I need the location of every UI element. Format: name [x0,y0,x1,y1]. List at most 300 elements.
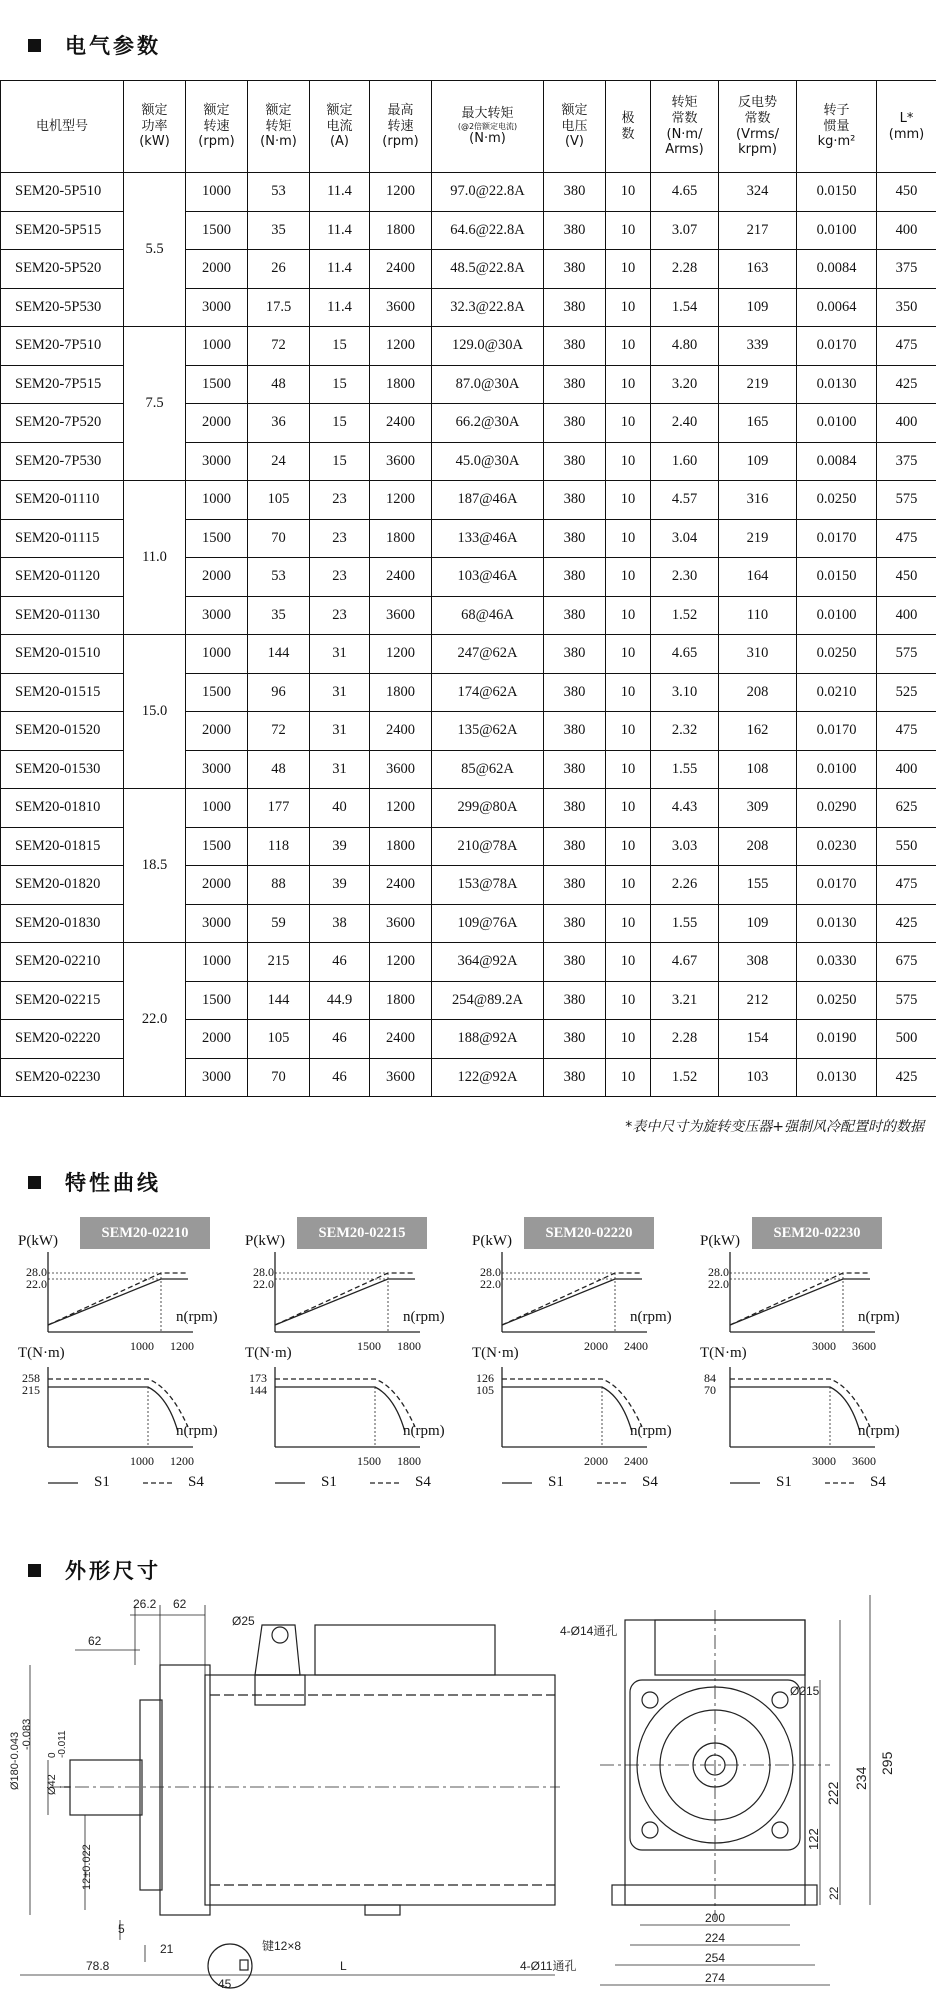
p-x-axis-label: n(rpm) [858,1309,900,1325]
table-cell: 109 [719,442,797,481]
header-line: 额定 [203,103,230,119]
table-cell: 208 [719,827,797,866]
table-cell: 11.4 [310,173,370,212]
header-line: 转速 [203,118,230,134]
table-cell: 3000 [186,904,248,943]
t-x-tick-max: 2400 [624,1454,648,1468]
table-cell: 3600 [370,904,432,943]
table-cell: 475 [877,712,936,751]
table-cell: 10 [606,981,651,1020]
dim-phi180: Ø180-0.043 [9,1731,21,1790]
table-cell: 163 [719,250,797,289]
header-line: 反电势 [737,95,777,111]
power-cell: 18.5 [124,789,186,943]
model-cell: SEM20-01820 [1,866,124,905]
t-x-tick-rated: 2000 [584,1454,608,1468]
t-x-axis-label: n(rpm) [176,1423,218,1439]
table-cell: 380 [544,404,606,443]
p-s1-line [730,1279,870,1325]
p-s4-line [502,1273,642,1325]
table-cell: 96 [248,673,310,712]
table-cell: 155 [719,866,797,905]
table-cell: 0.0150 [797,173,877,212]
table-cell: 575 [877,635,936,674]
header-line: (rpm) [198,134,235,150]
table-cell: 0.0250 [797,481,877,520]
table-cell: 46 [310,1058,370,1097]
table-cell: 1000 [186,173,248,212]
table-cell: 48 [248,365,310,404]
table-cell: 2400 [370,558,432,597]
header-line: 转速 [387,118,414,134]
table-cell: 1500 [186,519,248,558]
table-cell: 3.10 [651,673,719,712]
table-cell: 1500 [186,365,248,404]
table-cell: 2.40 [651,404,719,443]
table-cell: 380 [544,211,606,250]
header-line: (V) [564,134,585,150]
table-cell: 310 [719,635,797,674]
table-cell: 10 [606,673,651,712]
dim-L: L [340,1959,347,1973]
table-cell: 0.0130 [797,1058,877,1097]
table-cell: 10 [606,904,651,943]
legend-s1-label: S1 [548,1474,564,1490]
table-cell: 164 [719,558,797,597]
p-x-tick-max: 2400 [624,1339,648,1353]
table-cell: 23 [310,481,370,520]
table-cell: 380 [544,481,606,520]
table-cell: 380 [544,712,606,751]
table-cell: 135@62A [432,712,544,751]
table-cell: 3000 [186,750,248,789]
dim-234: 234 [853,1766,869,1790]
table-cell: 380 [544,673,606,712]
table-cell: 10 [606,481,651,520]
table-cell: 380 [544,981,606,1020]
header-line: krpm) [738,142,777,158]
table-cell: 3600 [370,596,432,635]
legend-s1-label: S1 [321,1474,337,1490]
table-cell: 450 [877,558,936,597]
table-cell: 103 [719,1058,797,1097]
table-cell: 1000 [186,943,248,982]
table-cell: 324 [719,173,797,212]
table-cell: 3.03 [651,827,719,866]
table-cell: 254@89.2A [432,981,544,1020]
table-cell: 3600 [370,442,432,481]
table-cell: 15 [310,404,370,443]
table-cell: 53 [248,173,310,212]
table-cell: 339 [719,327,797,366]
t-tick-max: 173 [249,1371,267,1385]
table-cell: 550 [877,827,936,866]
table-cell: 219 [719,519,797,558]
table-cell: 380 [544,558,606,597]
table-cell: 48 [248,750,310,789]
table-cell: 72 [248,327,310,366]
model-cell: SEM20-5P515 [1,211,124,250]
table-header-cell [370,81,432,173]
table-cell: 2000 [186,866,248,905]
table-cell: 210@78A [432,827,544,866]
table-note: *表中尺寸为旋转变压器+强制风冷配置时的数据 [625,1119,924,1135]
model-cell: SEM20-7P520 [1,404,124,443]
header-line: (N·m) [469,131,506,147]
table-cell: 4.80 [651,327,719,366]
model-cell: SEM20-02220 [1,1020,124,1059]
model-cell: SEM20-01130 [1,596,124,635]
table-cell: 208 [719,673,797,712]
table-header-cell [606,81,651,173]
header-line: 常数 [671,110,698,126]
p-tick-max: 28.0 [480,1265,501,1279]
table-cell: 103@46A [432,558,544,597]
table-cell: 2400 [370,866,432,905]
model-cell: SEM20-01810 [1,789,124,828]
table-cell: 10 [606,827,651,866]
model-cell: SEM20-7P510 [1,327,124,366]
table-cell: 3000 [186,442,248,481]
table-cell: 3000 [186,1058,248,1097]
model-cell: SEM20-01515 [1,673,124,712]
table-cell: 1.55 [651,750,719,789]
table-cell: 46 [310,1020,370,1059]
t-x-tick-rated: 1500 [357,1454,381,1468]
t-x-axis-label: n(rpm) [858,1423,900,1439]
table-cell: 2.26 [651,866,719,905]
table-cell: 109 [719,288,797,327]
p-tick-max: 28.0 [708,1265,729,1279]
table-cell: 48.5@22.8A [432,250,544,289]
table-cell: 31 [310,635,370,674]
p-axis-label: P(kW) [245,1233,285,1249]
header-line: (A) [329,134,350,150]
section-title: 特性曲线 [65,1171,161,1195]
p-x-axis-label: n(rpm) [630,1309,672,1325]
table-cell: 425 [877,365,936,404]
header-line: 常数 [744,110,771,126]
table-cell: 2.32 [651,712,719,751]
t-x-axis-label: n(rpm) [403,1423,445,1439]
dim-phi180-b: -0.083 [21,1718,33,1750]
table-cell: 0.0100 [797,596,877,635]
table-cell: 3.21 [651,981,719,1020]
table-cell: 97.0@22.8A [432,173,544,212]
header-small: (@2倍额定电流) [457,121,518,131]
table-cell: 10 [606,519,651,558]
table-header-cell [544,81,606,173]
table-cell: 10 [606,558,651,597]
table-cell: 0.0100 [797,750,877,789]
model-cell: SEM20-7P515 [1,365,124,404]
t-s4-line [730,1379,870,1427]
table-cell: 400 [877,750,936,789]
p-s1-line [275,1279,415,1325]
table-cell: 11.4 [310,250,370,289]
bullet-square-icon [28,1176,41,1189]
t-x-tick-rated: 1000 [130,1454,154,1468]
table-cell: 380 [544,173,606,212]
model-cell: SEM20-02215 [1,981,124,1020]
table-cell: 0.0170 [797,866,877,905]
p-tick-rated: 22.0 [708,1277,729,1291]
power-cell: 7.5 [124,327,186,481]
header-line: 额定 [141,103,168,119]
header-line: 最高 [387,103,414,119]
table-cell: 1.54 [651,288,719,327]
table-cell: 23 [310,558,370,597]
dim-62-shaft: 62 [88,1634,102,1648]
table-cell: 10 [606,250,651,289]
curve-model-badge: SEM20-02220 [524,1217,654,1249]
dim-phi25: Ø25 [232,1614,255,1628]
table-cell: 1500 [186,211,248,250]
t-s4-line [502,1379,642,1427]
table-cell: 165 [719,404,797,443]
table-cell: 380 [544,904,606,943]
table-cell: 380 [544,635,606,674]
table-cell: 23 [310,519,370,558]
characteristic-curve [245,1217,465,1497]
dimension-drawing [0,1590,936,1990]
table-cell: 0.0250 [797,635,877,674]
t-axis-label: T(N·m) [18,1345,65,1361]
t-tick-max: 258 [22,1371,40,1385]
table-cell: 0.0250 [797,981,877,1020]
table-cell: 380 [544,1020,606,1059]
p-s1-line [48,1279,188,1325]
table-cell: 1800 [370,827,432,866]
dim-62-top: 62 [173,1597,187,1611]
table-cell: 10 [606,211,651,250]
legend-s4-label: S4 [188,1474,204,1490]
characteristic-curve [18,1217,238,1497]
motor-side-view [20,1605,560,1988]
table-cell: 380 [544,519,606,558]
table-row [1,943,936,982]
table-cell: 1200 [370,173,432,212]
table-cell: 425 [877,1058,936,1097]
header-line: 数 [621,126,635,142]
table-cell: 39 [310,827,370,866]
table-cell: 3.07 [651,211,719,250]
table-cell: 162 [719,712,797,751]
table-cell: 35 [248,211,310,250]
dim-phi42: Ø42 [46,1774,58,1795]
table-cell: 153@78A [432,866,544,905]
table-header-cell [186,81,248,173]
table-cell: 4.57 [651,481,719,520]
table-cell: 10 [606,173,651,212]
model-cell: SEM20-01530 [1,750,124,789]
table-cell: 133@46A [432,519,544,558]
table-cell: 3600 [370,288,432,327]
table-cell: 177 [248,789,310,828]
table-cell: 105 [248,1020,310,1059]
table-cell: 26 [248,250,310,289]
table-cell: 212 [719,981,797,1020]
table-cell: 2.28 [651,1020,719,1059]
header-line: kg·m² [817,134,856,150]
t-s1-line [502,1387,632,1432]
p-x-axis-label: n(rpm) [403,1309,445,1325]
t-x-tick-max: 1200 [170,1454,194,1468]
table-cell: 11.4 [310,211,370,250]
section-title: 电气参数 [65,34,161,58]
header-line: 极 [621,110,635,126]
table-cell: 85@62A [432,750,544,789]
table-row [1,789,936,828]
table-header-cell [432,81,544,173]
table-cell: 31 [310,673,370,712]
header-line: 额定 [561,103,588,119]
table-cell: 53 [248,558,310,597]
p-x-tick-rated: 2000 [584,1339,608,1353]
table-cell: 2400 [370,250,432,289]
table-cell: 122@92A [432,1058,544,1097]
table-cell: 1000 [186,481,248,520]
table-cell: 10 [606,866,651,905]
p-x-axis-label: n(rpm) [176,1309,218,1325]
header-line: 额定 [265,103,292,119]
p-tick-max: 28.0 [26,1265,47,1279]
curve-model-badge: SEM20-02230 [752,1217,882,1249]
t-tick-max: 126 [476,1371,494,1385]
table-cell: 15 [310,365,370,404]
dim-26-2: 26.2 [133,1597,157,1611]
p-tick-rated: 22.0 [253,1277,274,1291]
table-cell: 10 [606,288,651,327]
table-cell: 2400 [370,404,432,443]
table-cell: 380 [544,943,606,982]
table-cell: 40 [310,789,370,828]
dim-222: 222 [825,1781,841,1805]
table-cell: 187@46A [432,481,544,520]
power-cell: 15.0 [124,635,186,789]
table-cell: 144 [248,981,310,1020]
table-cell: 316 [719,481,797,520]
t-axis-label: T(N·m) [700,1345,747,1361]
table-cell: 0.0170 [797,712,877,751]
dim-phi42-c: -0.011 [57,1730,68,1758]
header-line: (mm) [888,126,925,142]
header-line: 惯量 [823,118,850,134]
t-tick-rated: 215 [22,1383,40,1397]
table-cell: 3600 [370,1058,432,1097]
model-cell: SEM20-01115 [1,519,124,558]
table-cell: 380 [544,827,606,866]
table-cell: 36 [248,404,310,443]
dim-295: 295 [879,1751,895,1775]
table-cell: 350 [877,288,936,327]
model-cell: SEM20-5P510 [1,173,124,212]
dim-5: 5 [118,1922,125,1936]
table-cell: 46 [310,943,370,982]
table-cell: 1200 [370,789,432,828]
table-cell: 0.0130 [797,365,877,404]
model-cell: SEM20-01510 [1,635,124,674]
t-tick-rated: 144 [249,1383,267,1397]
header-line: L* [899,110,914,126]
table-cell: 10 [606,1058,651,1097]
table-cell: 10 [606,365,651,404]
table-cell: 217 [719,211,797,250]
table-header-cell [310,81,370,173]
model-cell: SEM20-5P520 [1,250,124,289]
table-cell: 32.3@22.8A [432,288,544,327]
table-cell: 575 [877,981,936,1020]
bullet-square-icon [28,39,41,52]
dim-274: 274 [705,1971,726,1985]
legend-s1-label: S1 [94,1474,110,1490]
model-cell: SEM20-02230 [1,1058,124,1097]
power-cell: 5.5 [124,173,186,327]
dim-78-8: 78.8 [86,1959,110,1973]
table-cell: 1.60 [651,442,719,481]
table-cell: 10 [606,789,651,828]
t-s1-line [730,1387,860,1432]
section-electrical [28,30,161,60]
legend-s4-label: S4 [642,1474,658,1490]
table-cell: 2000 [186,1020,248,1059]
table-cell: 3000 [186,596,248,635]
table-cell: 219 [719,365,797,404]
table-cell: 308 [719,943,797,982]
table-cell: 380 [544,596,606,635]
legend-s4-label: S4 [870,1474,886,1490]
table-cell: 109@76A [432,904,544,943]
table-cell: 400 [877,404,936,443]
table-cell: 10 [606,712,651,751]
model-cell: SEM20-01520 [1,712,124,751]
header-line: 转矩 [671,95,698,111]
table-cell: 425 [877,904,936,943]
dim-21: 21 [160,1942,174,1956]
table-cell: 0.0330 [797,943,877,982]
table-cell: 129.0@30A [432,327,544,366]
table-cell: 10 [606,943,651,982]
table-cell: 70 [248,1058,310,1097]
table-cell: 17.5 [248,288,310,327]
table-cell: 625 [877,789,936,828]
table-cell: 0.0170 [797,519,877,558]
table-cell: 450 [877,173,936,212]
table-cell: 109 [719,904,797,943]
table-header-cell [651,81,719,173]
table-cell: 154 [719,1020,797,1059]
model-cell: SEM20-01815 [1,827,124,866]
table-cell: 0.0170 [797,327,877,366]
table-cell: 380 [544,789,606,828]
table-cell: 247@62A [432,635,544,674]
legend-s1-label: S1 [776,1474,792,1490]
table-cell: 1.55 [651,904,719,943]
model-cell: SEM20-02210 [1,943,124,982]
table-cell: 0.0084 [797,442,877,481]
table-cell: 31 [310,712,370,751]
characteristic-curve [472,1217,692,1497]
table-cell: 108 [719,750,797,789]
table-cell: 64.6@22.8A [432,211,544,250]
table-cell: 1500 [186,673,248,712]
table-cell: 400 [877,596,936,635]
table-cell: 1000 [186,327,248,366]
dim-12: 12±0.022 [81,1844,93,1890]
table-cell: 675 [877,943,936,982]
p-x-tick-rated: 1000 [130,1339,154,1353]
table-cell: 2000 [186,250,248,289]
